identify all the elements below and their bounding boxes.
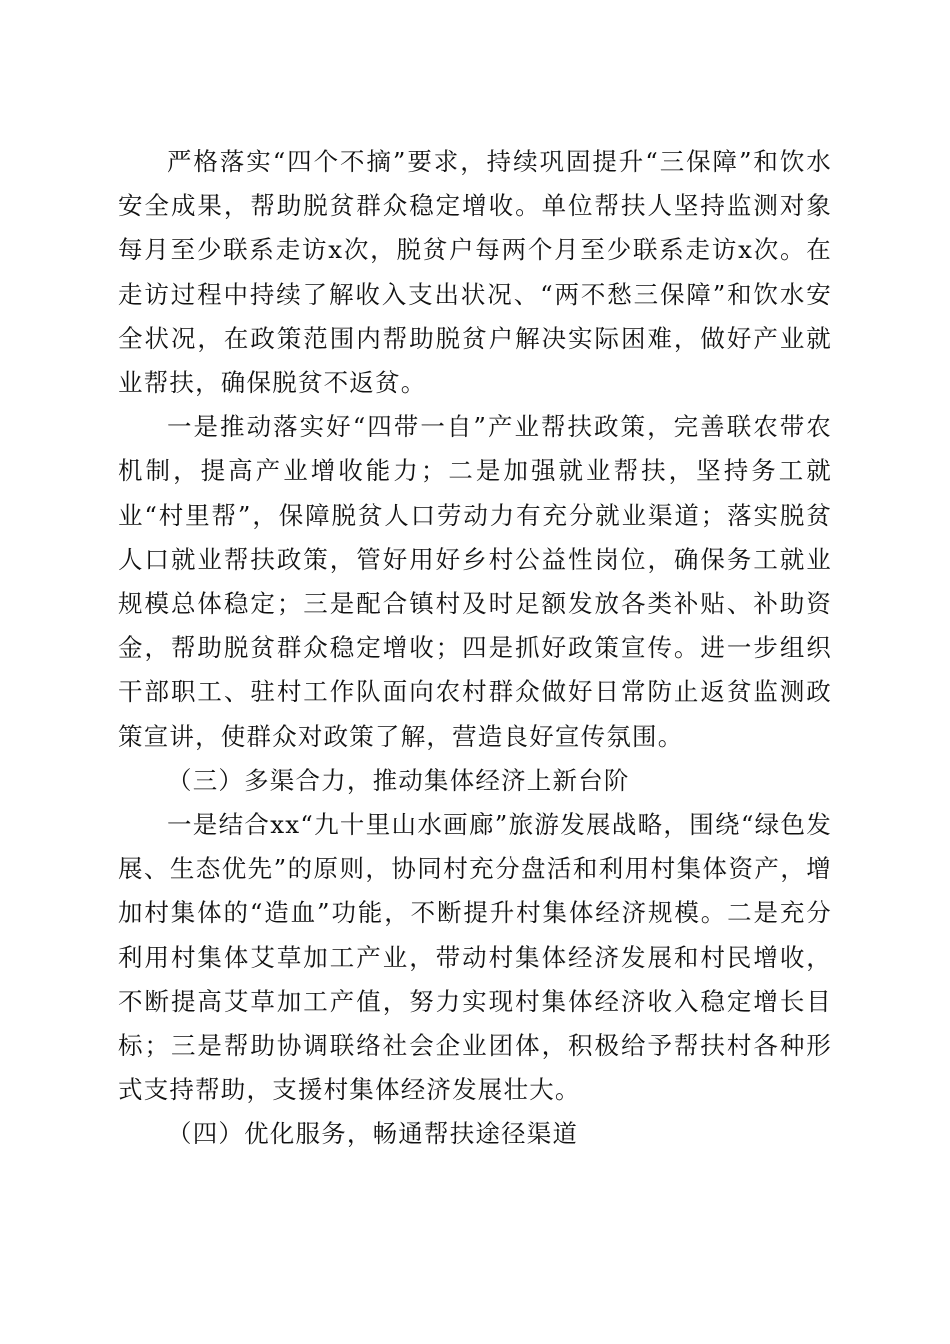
section-heading-optimize-service: （四）优化服务，畅通帮扶途径渠道 xyxy=(167,1119,579,1149)
paragraph-collective-economy: 一是结合xx“九十里山水画廊”旅游发展战略，围绕“绿色发展、生态优先”的原则，协同村充分盘活和利用村集体资产，增加村集体的“造血”功能，不断提升村集体经济规模。二是充分利用村集体艾草加工产业，带动村集体经济发展和村民增收，不断提高艾草加工产值，努力实现村集体经济收入稳定增长目标；三是帮助协调联络社会企业团体，积极给予帮扶村各种形式支持帮助，支援村集体经济发展壮大。 xyxy=(118,810,832,1105)
paragraph-consolidate-results: 严格落实“四个不摘”要求，持续巩固提升“三保障”和饮水安全成果，帮助脱贫群众稳定增收。单位帮扶人坚持监测对象每月至少联系走访x次，脱贫户每两个月至少联系走访x次。在走访过程中持续了解收入支出状况、“两不愁三保障”和饮水安全状况，在政策范围内帮助脱贫户解决实际困难，做好产业就业帮扶，确保脱贫不返贫。 xyxy=(118,147,832,398)
document-body xyxy=(118,140,832,1157)
paragraph-industry-employment: 一是推动落实好“四带一自”产业帮扶政策，完善联农带农机制，提高产业增收能力；二是加强就业帮扶，坚持务工就业“村里帮”，保障脱贫人口劳动力有充分就业渠道；落实脱贫人口就业帮扶政策，管好用好乡村公益性岗位，确保务工就业规模总体稳定；三是配合镇村及时足额发放各类补贴、补助资金，帮助脱贫群众稳定增收；四是抓好政策宣传。进一步组织干部职工、驻村工作队面向农村群众做好日常防止返贫监测政策宣讲，使群众对政策了解，营造良好宣传氛围。 xyxy=(118,412,832,751)
section-heading-collective-economy: （三）多渠合力，推动集体经济上新台阶 xyxy=(167,765,630,795)
